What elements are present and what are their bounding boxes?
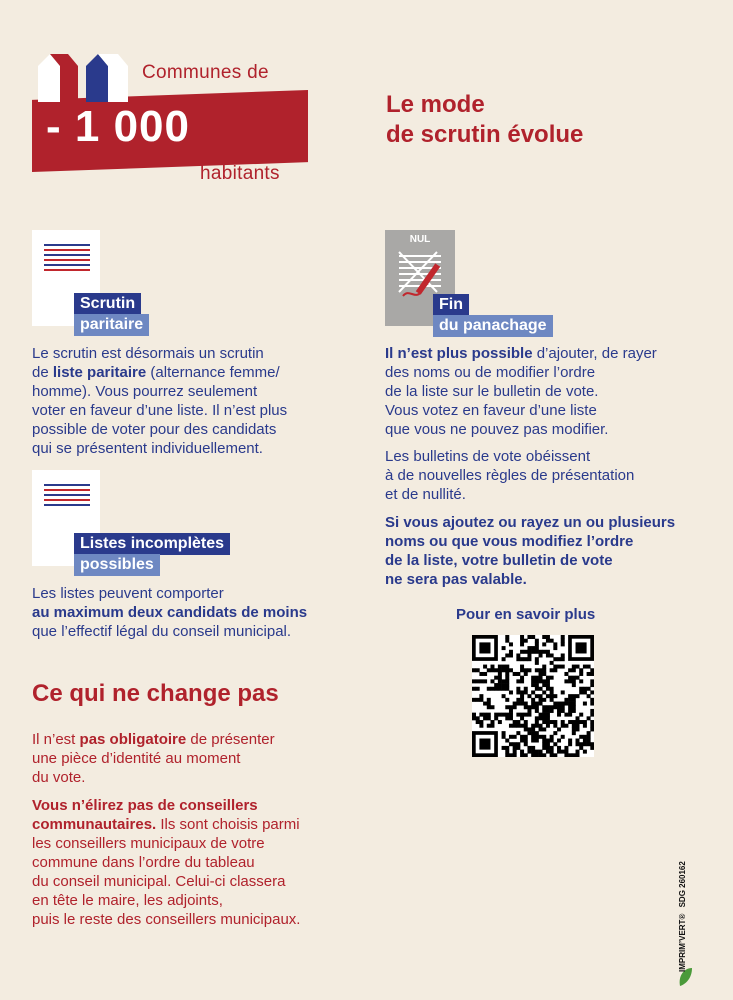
houses-icon xyxy=(38,52,134,102)
scrutin-line-2-bold: liste paritaire xyxy=(52,364,147,381)
scrutin-line-1: Le scrutin est désormais un scrutin xyxy=(32,345,264,362)
unchanged-title: Ce qui ne change pas xyxy=(32,680,279,707)
panachage-line-1-bold: Il n’est plus possible xyxy=(385,345,533,362)
scrutin-line-4: voter en faveur d’une liste. Il n’est plus xyxy=(32,402,288,419)
unchanged-b2-post: Ils sont choisis parmi xyxy=(156,816,300,833)
listes-label-1: Listes incomplètes xyxy=(74,533,230,555)
scrutin-text xyxy=(32,344,342,458)
unchanged-b-line-6: en tête le maire, les adjoints, xyxy=(32,892,223,909)
scrutin-line-2 xyxy=(32,363,342,382)
unchanged-b-line-1 xyxy=(32,796,352,815)
panachage-line-3: de la liste sur le bulletin de vote. xyxy=(385,383,599,400)
panachage-q-line-2: à de nouvelles règles de présentation xyxy=(385,467,635,484)
imprim-vert-text: IMPRIM’VERT® xyxy=(678,913,687,972)
scrutin-line-6: qui se présentent individuellement. xyxy=(32,440,263,457)
scrutin-label-1: Scrutin xyxy=(74,293,141,315)
qr-code[interactable] xyxy=(472,635,594,757)
unchanged-b xyxy=(32,796,352,929)
unchanged-a-line-1 xyxy=(32,730,352,749)
page-title xyxy=(386,90,583,150)
panachage-line-5: que vous ne pouvez pas modifier. xyxy=(385,421,609,438)
unchanged-b-line-5: du conseil municipal. Celui-ci classera xyxy=(32,873,286,890)
scrutin-label-2: paritaire xyxy=(74,314,149,336)
unchanged-b2-bold: communautaires. xyxy=(32,816,157,833)
listes-line-2-bold: au maximum deux candidats de moins xyxy=(32,604,308,621)
unchanged-a-line-3: du vote. xyxy=(32,769,86,786)
unchanged-a1-bold: pas obligatoire xyxy=(79,731,187,748)
listes-line-1: Les listes peuvent comporter xyxy=(32,585,224,602)
listes-line-3: que l’effectif légal du conseil municipal. xyxy=(32,623,292,640)
panachage-text-2 xyxy=(385,447,715,504)
header-number: - 1 000 xyxy=(46,102,190,151)
panachage-r-line-1: Si vous ajoutez ou rayez un ou plusieurs xyxy=(385,514,676,531)
panachage-r-line-2: noms ou que vous modifiez l’ordre xyxy=(385,533,634,550)
unchanged-a xyxy=(32,730,352,787)
imprim-vert-logo xyxy=(674,850,704,990)
panachage-text-1 xyxy=(385,344,715,439)
panachage-line-4: Vous votez en faveur d’une liste xyxy=(385,402,597,419)
unchanged-b-line-4: commune dans l’ordre du tableau xyxy=(32,854,255,871)
header-line2: habitants xyxy=(200,163,280,184)
panachage-line-2: des noms ou de modifier l’ordre xyxy=(385,364,596,381)
scrutin-line-2-pre: de xyxy=(32,364,53,381)
panachage-q-line-3: et de nullité. xyxy=(385,486,466,503)
unchanged-b1-bold: Vous n’élirez pas de conseillers xyxy=(32,797,258,814)
panachage-line-1 xyxy=(385,344,715,363)
listes-line-2 xyxy=(32,603,372,622)
unchanged-a1-pre: Il n’est xyxy=(32,731,80,748)
panachage-line-1-post: d’ajouter, de rayer xyxy=(532,345,657,362)
scrutin-line-3: homme). Vous pourrez seulement xyxy=(32,383,258,400)
sdg-code: SDG 260162 xyxy=(678,861,687,908)
qr-code-icon xyxy=(472,635,594,757)
unchanged-b-line-3: les conseillers municipaux de votre xyxy=(32,835,265,852)
nul-ballot-text: NUL xyxy=(409,234,431,245)
unchanged-b-line-7: puis le reste des conseillers municipaux. xyxy=(32,911,301,928)
listes-text xyxy=(32,584,372,641)
panachage-text-3 xyxy=(385,513,715,589)
page-title-line1: Le mode xyxy=(386,91,485,118)
panachage-label-1: Fin xyxy=(433,294,469,316)
panachage-r-line-3: de la liste, votre bulletin de vote xyxy=(385,552,613,569)
panachage-label-2: du panachage xyxy=(433,315,553,337)
more-info-label: Pour en savoir plus xyxy=(456,606,596,623)
panachage-r-line-4: ne sera pas valable. xyxy=(385,571,527,588)
panachage-q-line-1: Les bulletins de vote obéissent xyxy=(385,448,591,465)
page-title-line2: de scrutin évolue xyxy=(386,121,584,148)
listes-label-2: possibles xyxy=(74,554,160,576)
unchanged-b-line-2 xyxy=(32,815,352,834)
scrutin-line-2-post: (alternance femme/ xyxy=(146,364,280,381)
header-line1: Communes de xyxy=(142,62,269,83)
unchanged-a1-post: de présenter xyxy=(186,731,275,748)
unchanged-a-line-2: une pièce d’identité au moment xyxy=(32,750,241,767)
scrutin-line-5: possible de voter pour des candidats xyxy=(32,421,277,438)
